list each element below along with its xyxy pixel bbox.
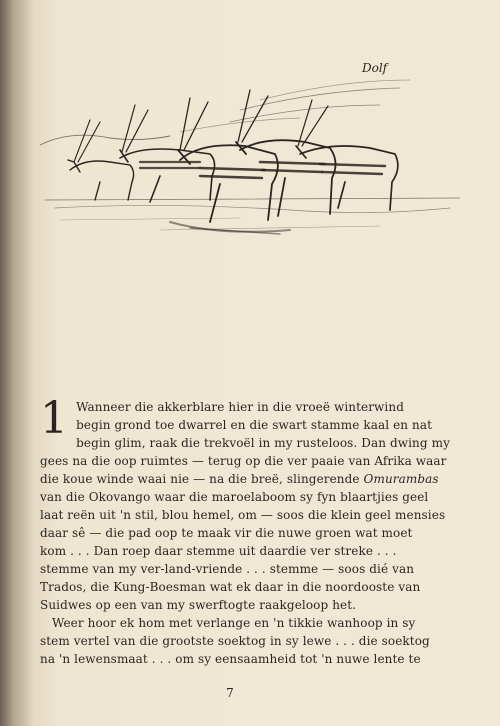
text-line: Wanneer die akkerblare hier in die vroeë winterwind [76, 400, 404, 414]
text-line: begin grond toe dwarrel en die swart stamme kaal en nat [76, 418, 433, 432]
text-line: stemme van my ver-land-vriende . . . stemme — soos dié van [40, 562, 415, 576]
text-line: stem vertel van die grootste soektog in sy lewe . . . die soektog [40, 634, 430, 648]
text-line: kom . . . Dan roep daar stemme uit daardie ver streke . . . [40, 544, 397, 558]
text-line: begin glim, raak die trekvoël in my rusteloos. Dan dwing my [76, 436, 450, 450]
text-line: laat reën uit 'n stil, blou hemel, om — soos die klein geel mensies [40, 508, 446, 522]
text-line [40, 470, 450, 488]
italic-term: Omurambas [363, 472, 439, 486]
text-line: daar sê — die pad oop te maak vir die nuwe groen wat moet [40, 526, 413, 540]
text-line: Trados, die Kung-Boesman wat ek daar in die noordooste van [40, 580, 421, 594]
page-number: 7 [226, 686, 234, 700]
text-line: van die Okovango waar die maroelaboom sy fyn blaartjies geel [40, 490, 429, 504]
text-line: na 'n lewensmaat . . . om sy eensaamheid tot 'n nuwe lente te [40, 652, 421, 666]
text-line: Weer hoor ek hom met verlange en 'n tikkie wanhoop in sy [52, 616, 416, 630]
chapter-number-dropcap: 1 [40, 393, 69, 444]
text-line: Suidwes op een van my swerftogte raakgeloop het. [40, 598, 357, 612]
text-line: gees na die oop ruimtes — terug op die ver paaie van Afrika waar [40, 454, 447, 468]
oryx-herd-illustration [40, 50, 470, 260]
text-line-start: die koue winde waai nie — na die breë, slingerende [40, 472, 360, 486]
illustrator-signature: Dolf [362, 61, 388, 75]
chapter-text [40, 393, 450, 668]
